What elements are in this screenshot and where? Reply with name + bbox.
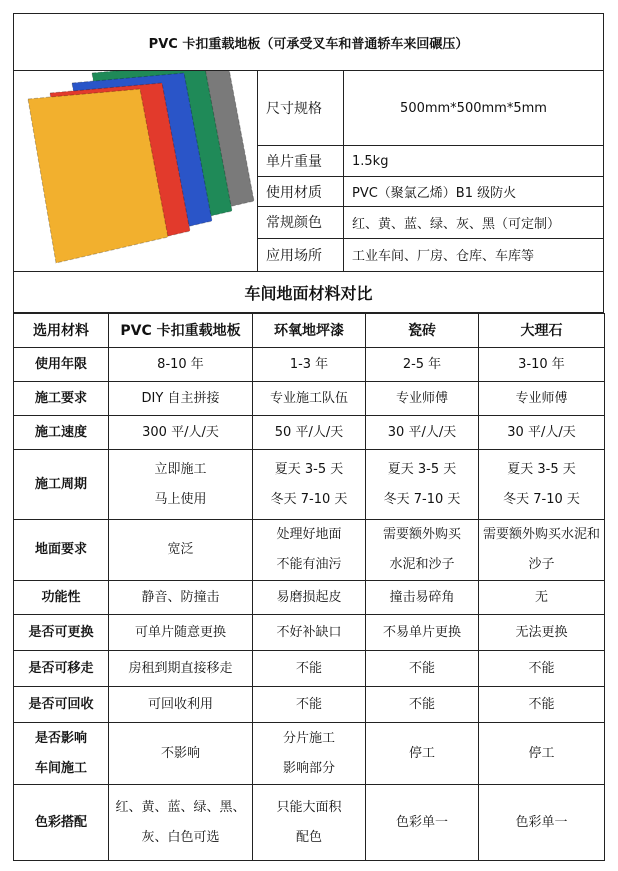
spec-value: 500mm*500mm*5mm bbox=[400, 100, 547, 116]
cell-text: DIY 自主拼接 bbox=[141, 390, 220, 406]
table-cell bbox=[253, 723, 366, 785]
row-label bbox=[14, 450, 109, 520]
cell-text: 只能大面积 bbox=[276, 799, 342, 815]
table-cell bbox=[479, 450, 605, 520]
table-cell bbox=[109, 687, 253, 723]
table-cell bbox=[366, 785, 479, 861]
column-header: PVC 卡扣重载地板 bbox=[109, 314, 253, 348]
table-cell bbox=[479, 785, 605, 861]
row-label-line: 是否影响 bbox=[34, 730, 87, 746]
table-cell bbox=[253, 687, 366, 723]
table-cell bbox=[479, 348, 605, 382]
table-cell bbox=[109, 581, 253, 615]
cell-text: 冬天 7-10 天 bbox=[503, 491, 580, 507]
comparison-title: 车间地面材料对比 bbox=[13, 272, 604, 313]
cell-text: 不能 bbox=[295, 696, 322, 712]
row-label-line: 功能性 bbox=[41, 589, 81, 605]
table-cell bbox=[253, 416, 366, 450]
row-label-line: 是否可回收 bbox=[28, 696, 94, 712]
row-label bbox=[14, 382, 109, 416]
table-cell bbox=[366, 382, 479, 416]
cell-text: 2-5 年 bbox=[402, 356, 442, 372]
row-label bbox=[14, 348, 109, 382]
cell-text: 1-3 年 bbox=[289, 356, 329, 372]
cell-text: 无法更换 bbox=[515, 624, 568, 640]
cell-text: 易磨损起皮 bbox=[276, 589, 342, 605]
table-cell bbox=[109, 615, 253, 651]
table-row bbox=[14, 520, 605, 581]
row-label-line: 是否可更换 bbox=[28, 624, 94, 640]
cell-text: 3-10 年 bbox=[518, 356, 565, 372]
column-header: 选用材料 bbox=[14, 314, 109, 348]
cell-text: 夏天 3-5 天 bbox=[387, 461, 457, 477]
cell-text: 红、黄、蓝、绿、黑、 bbox=[115, 799, 246, 815]
cell-text: 不能有油污 bbox=[276, 557, 342, 572]
row-label bbox=[14, 520, 109, 581]
row-label-line: 车间施工 bbox=[34, 760, 87, 776]
row-label bbox=[14, 785, 109, 861]
table-row bbox=[14, 450, 605, 520]
table-row bbox=[14, 651, 605, 687]
cell-text: 冬天 7-10 天 bbox=[383, 491, 461, 507]
row-label bbox=[14, 687, 109, 723]
table-cell bbox=[109, 723, 253, 785]
table-cell bbox=[109, 382, 253, 416]
cell-text: 停工 bbox=[528, 745, 555, 761]
column-header: 大理石 bbox=[479, 314, 605, 348]
spec-row-material bbox=[258, 177, 603, 207]
table-row bbox=[14, 723, 605, 785]
row-label-line: 是否可移走 bbox=[28, 660, 94, 676]
cell-text: 停工 bbox=[408, 745, 435, 761]
table-row bbox=[14, 687, 605, 723]
cell-text: 分片施工 bbox=[282, 730, 335, 746]
table-cell bbox=[479, 382, 605, 416]
table-cell bbox=[366, 450, 479, 520]
table-cell bbox=[253, 651, 366, 687]
row-label bbox=[14, 615, 109, 651]
cell-text: 马上使用 bbox=[154, 491, 207, 507]
spec-block bbox=[13, 71, 604, 272]
table-cell bbox=[479, 416, 605, 450]
table-row bbox=[14, 416, 605, 450]
row-label bbox=[14, 651, 109, 687]
table-cell bbox=[253, 450, 366, 520]
spec-value: 工业车间、厂房、仓库、车库等 bbox=[352, 249, 535, 265]
cell-text: 配色 bbox=[295, 829, 322, 845]
row-label-line: 施工周期 bbox=[34, 476, 87, 492]
cell-text: 不能 bbox=[408, 660, 435, 676]
comparison-table bbox=[13, 313, 605, 861]
cell-text: 专业师傅 bbox=[395, 390, 448, 406]
cell-text: 300 平/人/天 bbox=[142, 424, 219, 440]
spec-row-colors bbox=[258, 207, 603, 238]
document-title: PVC 卡扣重载地板（可承受叉车和普通轿车来回碾压） bbox=[13, 13, 604, 71]
cell-text: 静音、防撞击 bbox=[141, 589, 220, 605]
table-cell bbox=[366, 416, 479, 450]
cell-text: 不好补缺口 bbox=[276, 624, 342, 640]
table-cell bbox=[479, 687, 605, 723]
table-cell bbox=[253, 520, 366, 581]
row-label-line: 色彩搭配 bbox=[34, 814, 87, 830]
table-cell bbox=[109, 785, 253, 861]
table-cell bbox=[479, 615, 605, 651]
spec-label: 使用材质 bbox=[258, 177, 344, 206]
table-cell bbox=[479, 581, 605, 615]
spec-table bbox=[258, 71, 603, 271]
row-label-line: 施工速度 bbox=[34, 424, 87, 440]
row-label bbox=[14, 581, 109, 615]
cell-text: 专业施工队伍 bbox=[269, 390, 348, 406]
table-row bbox=[14, 615, 605, 651]
cell-text: 需要额外购买 bbox=[382, 527, 461, 542]
cell-text: 色彩单一 bbox=[515, 814, 568, 830]
cell-text: 宽泛 bbox=[167, 542, 194, 557]
cell-text: 不易单片更换 bbox=[382, 624, 461, 640]
spec-label: 应用场所 bbox=[258, 239, 344, 271]
table-cell bbox=[366, 687, 479, 723]
spec-value: 红、黄、蓝、绿、灰、黑（可定制） bbox=[352, 216, 561, 232]
product-photo bbox=[14, 71, 258, 271]
table-cell bbox=[109, 450, 253, 520]
cell-text: 30 平/人/天 bbox=[507, 424, 576, 440]
cell-text: 50 平/人/天 bbox=[274, 424, 344, 440]
table-cell bbox=[366, 520, 479, 581]
table-cell bbox=[109, 416, 253, 450]
cell-text: 处理好地面 bbox=[276, 527, 342, 542]
row-label-line: 使用年限 bbox=[34, 356, 87, 372]
cell-text: 色彩单一 bbox=[395, 814, 448, 830]
cell-text: 需要额外购买水泥和 bbox=[482, 527, 600, 542]
table-cell bbox=[253, 615, 366, 651]
table-cell bbox=[253, 348, 366, 382]
table-cell bbox=[366, 581, 479, 615]
cell-text: 不能 bbox=[408, 696, 435, 712]
column-header: 瓷砖 bbox=[366, 314, 479, 348]
spec-row-size bbox=[258, 71, 603, 146]
table-cell bbox=[253, 785, 366, 861]
spec-label: 尺寸规格 bbox=[258, 71, 344, 145]
cell-text: 沙子 bbox=[528, 557, 555, 572]
table-cell bbox=[366, 615, 479, 651]
table-row bbox=[14, 581, 605, 615]
cell-text: 立即施工 bbox=[154, 461, 207, 477]
spec-value: PVC（聚氯乙烯）B1 级防火 bbox=[352, 186, 517, 202]
cell-text: 房租到期直接移走 bbox=[128, 660, 233, 676]
spec-row-application bbox=[258, 239, 603, 271]
cell-text: 影响部分 bbox=[282, 760, 335, 776]
table-row bbox=[14, 382, 605, 416]
table-cell bbox=[479, 520, 605, 581]
row-label-line: 地面要求 bbox=[34, 542, 87, 557]
cell-text: 无 bbox=[534, 589, 548, 605]
table-cell bbox=[109, 520, 253, 581]
cell-text: 水泥和沙子 bbox=[389, 557, 455, 572]
stacked-floor-tiles-image bbox=[14, 71, 257, 271]
row-label-line: 施工要求 bbox=[34, 390, 87, 406]
cell-text: 不能 bbox=[528, 660, 555, 676]
cell-text: 专业师傅 bbox=[515, 390, 568, 406]
spec-label: 单片重量 bbox=[258, 146, 344, 175]
cell-text: 可单片随意更换 bbox=[134, 624, 226, 640]
table-header-row bbox=[14, 314, 605, 348]
spec-sheet bbox=[13, 13, 604, 861]
table-cell bbox=[109, 348, 253, 382]
cell-text: 冬天 7-10 天 bbox=[270, 491, 348, 507]
table-cell bbox=[253, 382, 366, 416]
cell-text: 撞击易碎角 bbox=[389, 589, 455, 605]
table-cell bbox=[479, 723, 605, 785]
table-cell bbox=[479, 651, 605, 687]
cell-text: 不影响 bbox=[160, 745, 200, 761]
row-label bbox=[14, 723, 109, 785]
table-cell bbox=[366, 723, 479, 785]
spec-label: 常规颜色 bbox=[258, 207, 344, 237]
cell-text: 灰、白色可选 bbox=[141, 829, 220, 845]
row-label bbox=[14, 416, 109, 450]
spec-row-weight bbox=[258, 146, 603, 176]
cell-text: 不能 bbox=[295, 660, 322, 676]
cell-text: 30 平/人/天 bbox=[387, 424, 457, 440]
table-cell bbox=[109, 651, 253, 687]
table-cell bbox=[253, 581, 366, 615]
column-header: 环氧地坪漆 bbox=[253, 314, 366, 348]
cell-text: 可回收利用 bbox=[147, 696, 213, 712]
table-row bbox=[14, 348, 605, 382]
table-cell bbox=[366, 651, 479, 687]
cell-text: 夏天 3-5 天 bbox=[507, 461, 576, 477]
table-row bbox=[14, 785, 605, 861]
cell-text: 夏天 3-5 天 bbox=[274, 461, 344, 477]
cell-text: 不能 bbox=[528, 696, 555, 712]
spec-value: 1.5kg bbox=[352, 153, 389, 169]
table-cell bbox=[366, 348, 479, 382]
cell-text: 8-10 年 bbox=[157, 356, 204, 372]
